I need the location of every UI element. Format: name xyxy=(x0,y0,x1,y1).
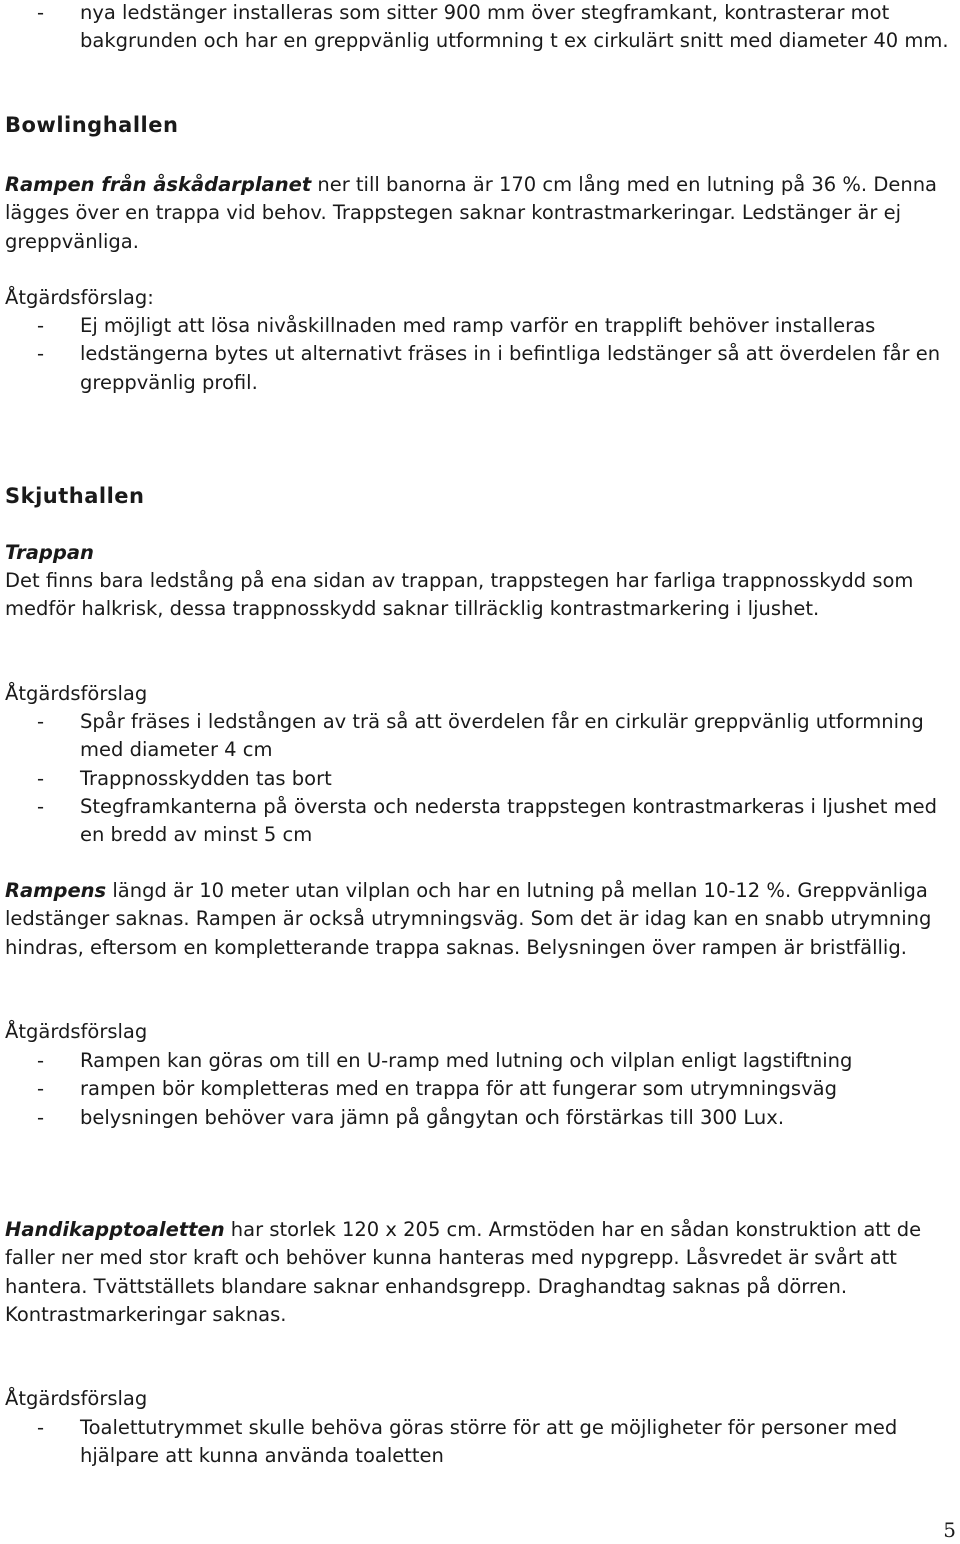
list-item: - Spår fräses i ledstången av trä så att överdelen får en cirkulär greppvänlig utformning med diameter 4 cm xyxy=(5,708,957,765)
trappan-actions-label: Åtgärdsförslag xyxy=(5,682,148,705)
ramp-lead: Rampen från åskådarplanet xyxy=(5,173,312,196)
intro-bullet-list xyxy=(5,0,957,56)
list-item: - belysningen behöver vara jämn på gångytan och förstärkas till 300 Lux. xyxy=(5,1104,957,1132)
list-item: - ledstängerna bytes ut alternativt fräses in i befintliga ledstänger så att överdelen får en greppvänlig profil. xyxy=(5,340,957,397)
rampens-actions-label: Åtgärdsförslag xyxy=(5,1020,148,1043)
list-item: - Stegframkanterna på översta och nedersta trappstegen kontrastmarkeras i ljushet med en bredd av minst 5 cm xyxy=(5,793,957,850)
list-item: - nya ledstänger installeras som sitter 900 mm över stegframkant, kontrasterar mot bakgrunden och har en greppvänlig utformning t ex cirkulärt snitt med diameter 40 mm. xyxy=(5,0,957,56)
section-heading-bowlinghallen: Bowlinghallen xyxy=(5,113,179,137)
toalett-text: har storlek 120 x 205 cm. Armstöden har en sådan konstruktion att de faller ner med stor kraft och behöver kunna hanteras med nypgrepp. Låsvredet är svårt att hantera. Tvättställets blandare saknar enhandsgrepp. Draghandtag saknas på dörren. Kontrastmarkeringar saknas. xyxy=(5,1218,922,1326)
toalett-paragraph xyxy=(5,1216,957,1329)
trappan-paragraph: Det finns bara ledstång på ena sidan av trappan, trappstegen har farliga trappnosskydd som medför halkrisk, dessa trappnosskydd saknar tillräcklig kontrastmarkering i ljushet. xyxy=(5,569,914,621)
bowling-actions-list xyxy=(5,312,957,397)
bowling-actions-label: Åtgärdsförslag: xyxy=(5,286,154,309)
bowling-ramp-paragraph xyxy=(5,171,957,256)
subheading-trappan: Trappan xyxy=(5,541,94,564)
ramp-text: ner till banorna är 170 cm lång med en lutning på 36 %. Denna lägges över en trappa vid behov. Trappstegen saknar kontrastmarkeringar. Ledstänger är ej greppvänliga. xyxy=(5,173,938,253)
list-item: - Trappnosskydden tas bort xyxy=(5,765,957,793)
list-item: - rampen bör kompletteras med en trappa för att fungerar som utrymningsväg xyxy=(5,1075,957,1103)
page-number: 5 xyxy=(943,1518,956,1542)
list-item: - Rampen kan göras om till en U-ramp med lutning och vilplan enligt lagstiftning xyxy=(5,1047,957,1075)
rampens-actions-list xyxy=(5,1047,957,1132)
rampens-paragraph xyxy=(5,877,957,962)
rampens-text: längd är 10 meter utan vilplan och har en lutning på mellan 10-12 %. Greppvänliga ledstänger saknas. Rampen är också utrymningsväg. Som det är idag kan en snabb utrymning hindras, eftersom en kompletterande trappa saknas. Belysningen över rampen är bristfällig. xyxy=(5,879,932,959)
list-item: - Toalettutrymmet skulle behöva göras större för att ge möjligheter för personer med hjälpare att kunna använda toaletten xyxy=(5,1414,957,1471)
rampens-lead: Rampens xyxy=(5,879,107,902)
section-heading-skjuthallen: Skjuthallen xyxy=(5,484,145,508)
toalett-actions-list xyxy=(5,1414,957,1471)
toalett-lead: Handikapptoaletten xyxy=(5,1218,225,1241)
trappan-actions-list xyxy=(5,708,957,849)
toalett-actions-label: Åtgärdsförslag xyxy=(5,1387,148,1410)
list-item: - Ej möjligt att lösa nivåskillnaden med ramp varför en trapplift behöver installeras xyxy=(5,312,957,340)
